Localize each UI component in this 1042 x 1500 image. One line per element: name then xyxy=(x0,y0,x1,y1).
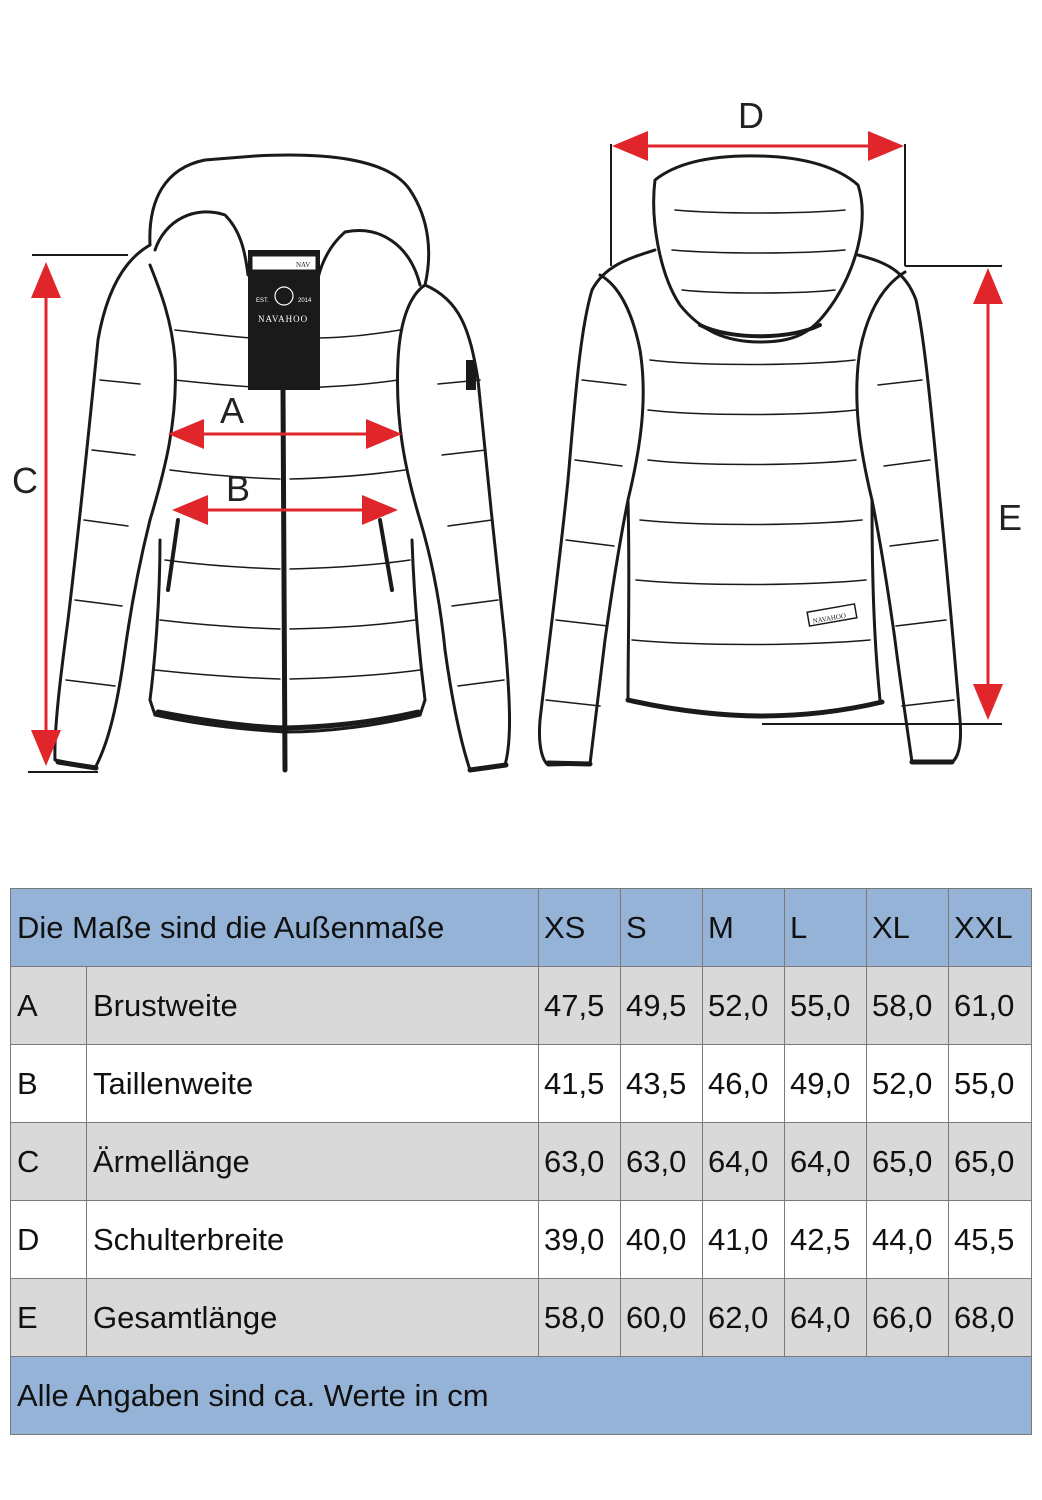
table-cell: 60,0 xyxy=(621,1279,703,1357)
table-cell: 64,0 xyxy=(785,1279,867,1357)
back-label-text: NAVAHOO xyxy=(812,611,847,626)
table-cell: 40,0 xyxy=(621,1201,703,1279)
table-cell: 43,5 xyxy=(621,1045,703,1123)
table-cell: 55,0 xyxy=(949,1045,1032,1123)
size-header: M xyxy=(703,889,785,967)
table-cell: 42,5 xyxy=(785,1201,867,1279)
row-name: Ärmellänge xyxy=(87,1123,539,1201)
table-row xyxy=(11,1045,1032,1123)
size-table xyxy=(10,888,1032,1435)
table-cell: 58,0 xyxy=(867,967,949,1045)
table-cell: 45,5 xyxy=(949,1201,1032,1279)
table-footer-row xyxy=(11,1357,1032,1435)
sleeve-badge-icon xyxy=(466,360,476,390)
table-header-row xyxy=(11,889,1032,967)
row-key: D xyxy=(11,1201,87,1279)
table-cell: 47,5 xyxy=(539,967,621,1045)
row-key: E xyxy=(11,1279,87,1357)
table-cell: 52,0 xyxy=(703,967,785,1045)
size-header: XXL xyxy=(949,889,1032,967)
table-cell: 66,0 xyxy=(867,1279,949,1357)
table-footer-note: Alle Angaben sind ca. Werte in cm xyxy=(11,1357,1032,1435)
collar-tag-text: NAV xyxy=(296,261,311,269)
table-cell: 49,0 xyxy=(785,1045,867,1123)
size-header: S xyxy=(621,889,703,967)
table-title: Die Maße sind die Außenmaße xyxy=(11,889,539,967)
label-b: B xyxy=(226,468,251,509)
front-collar-logo xyxy=(248,250,320,390)
table-cell: 65,0 xyxy=(949,1123,1032,1201)
label-c: C xyxy=(12,460,38,501)
table-cell: 62,0 xyxy=(703,1279,785,1357)
table-cell: 64,0 xyxy=(703,1123,785,1201)
table-cell: 46,0 xyxy=(703,1045,785,1123)
label-a: A xyxy=(220,390,245,431)
table-cell: 64,0 xyxy=(785,1123,867,1201)
collar-brand-text: NAVAHOO xyxy=(258,314,309,324)
table-cell: 44,0 xyxy=(867,1201,949,1279)
table-cell: 61,0 xyxy=(949,967,1032,1045)
row-name: Taillenweite xyxy=(87,1045,539,1123)
measure-c xyxy=(12,255,128,772)
row-key: B xyxy=(11,1045,87,1123)
size-header: L xyxy=(785,889,867,967)
table-cell: 41,5 xyxy=(539,1045,621,1123)
table-cell: 63,0 xyxy=(621,1123,703,1201)
front-jacket-drawing xyxy=(55,155,510,770)
table-row xyxy=(11,1123,1032,1201)
back-brand-label xyxy=(807,604,857,626)
size-header: XL xyxy=(867,889,949,967)
size-header: XS xyxy=(539,889,621,967)
label-e: E xyxy=(998,497,1023,538)
collar-year-text: 2014 xyxy=(298,298,312,304)
label-d: D xyxy=(738,95,764,136)
table-cell: 63,0 xyxy=(539,1123,621,1201)
back-jacket-drawing xyxy=(539,156,960,765)
table-cell: 39,0 xyxy=(539,1201,621,1279)
table-cell: 55,0 xyxy=(785,967,867,1045)
row-name: Brustweite xyxy=(87,967,539,1045)
table-row xyxy=(11,1201,1032,1279)
row-key: C xyxy=(11,1123,87,1201)
row-name: Gesamtlänge xyxy=(87,1279,539,1357)
table-cell: 49,5 xyxy=(621,967,703,1045)
table-row xyxy=(11,1279,1032,1357)
table-cell: 58,0 xyxy=(539,1279,621,1357)
table-cell: 68,0 xyxy=(949,1279,1032,1357)
table-row xyxy=(11,967,1032,1045)
row-name: Schulterbreite xyxy=(87,1201,539,1279)
collar-est-text: EST. xyxy=(256,298,269,304)
row-key: A xyxy=(11,967,87,1045)
table-cell: 65,0 xyxy=(867,1123,949,1201)
table-cell: 52,0 xyxy=(867,1045,949,1123)
table-cell: 41,0 xyxy=(703,1201,785,1279)
